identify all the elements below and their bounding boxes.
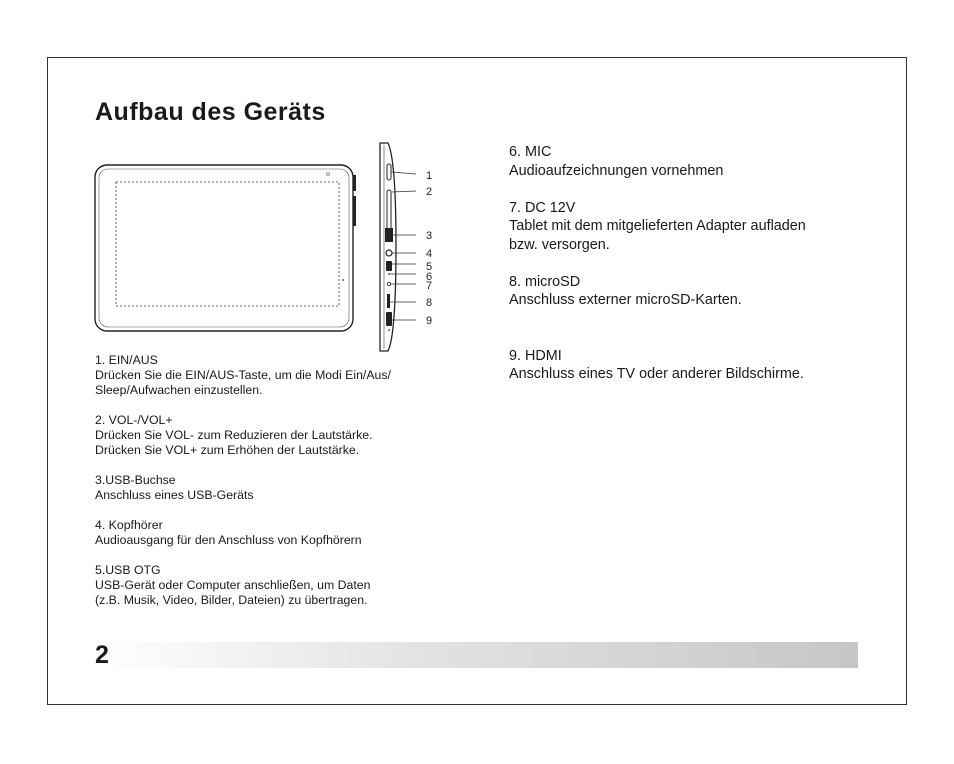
tablet-front-view — [95, 165, 356, 331]
item-heading: 5.USB OTG — [95, 563, 161, 577]
item-heading: 4. Kopfhörer — [95, 518, 163, 532]
item-text: Drücken Sie VOL+ zum Erhöhen der Lautstärke. — [95, 443, 360, 457]
item-volume — [95, 413, 465, 458]
item-text: Sleep/Aufwachen einzustellen. — [95, 383, 263, 397]
item-text: Anschluss eines TV oder anderer Bildschirme. — [509, 366, 804, 382]
right-column — [509, 143, 879, 402]
item-kopfhoerer — [95, 518, 465, 548]
item-heading: 7. DC 12V — [509, 199, 576, 216]
item-text: USB-Gerät oder Computer anschließen, um Daten — [95, 578, 371, 592]
item-usb-otg — [95, 563, 465, 608]
item-mic — [509, 143, 879, 180]
callout-6: 6 — [426, 271, 433, 283]
callout-9: 9 — [426, 315, 433, 327]
item-text: Drücken Sie VOL- zum Reduzieren der Lautstärke. — [95, 428, 373, 442]
callout-3: 3 — [426, 230, 433, 242]
item-heading: 6. MIC — [509, 144, 552, 160]
page-number: 2 — [95, 641, 109, 669]
item-text: Drücken Sie die EIN/AUS-Taste, um die Modi Ein/Aus/ — [95, 368, 391, 382]
page-title: Aufbau des Geräts — [95, 98, 326, 126]
item-text: bzw. versorgen. — [509, 236, 610, 253]
item-text: (z.B. Musik, Video, Bilder, Dateien) zu übertragen. — [95, 593, 368, 607]
item-heading: 9. HDMI — [509, 347, 562, 364]
item-usb-buchse — [95, 473, 465, 503]
callout-1: 1 — [426, 170, 433, 182]
item-hdmi — [509, 347, 879, 384]
item-ein-aus — [95, 353, 465, 398]
item-dc-12v — [509, 199, 879, 255]
callout-lines — [390, 172, 416, 320]
item-heading: 1. EIN/AUS — [95, 353, 158, 367]
item-text: Anschluss eines USB-Geräts — [95, 488, 254, 502]
callout-4: 4 — [426, 248, 433, 260]
left-column — [95, 353, 465, 623]
item-heading: 2. VOL-/VOL+ — [95, 413, 173, 427]
item-heading: 8. microSD — [509, 273, 581, 290]
item-microsd — [509, 273, 879, 310]
callout-8: 8 — [426, 297, 433, 309]
callout-2: 2 — [426, 186, 433, 198]
callout-5: 5 — [426, 261, 433, 273]
item-text: Audioaufzeichnungen vornehmen — [509, 162, 724, 179]
item-text: Tablet mit dem mitgelieferten Adapter aufladen — [509, 218, 806, 234]
callout-7: 7 — [426, 280, 433, 292]
footer-bar — [95, 642, 858, 668]
device-diagram — [90, 140, 450, 355]
item-text: Audioausgang für den Anschluss von Kopfhörern — [95, 533, 362, 547]
item-heading: 3.USB-Buchse — [95, 473, 176, 487]
item-text: Anschluss externer microSD-Karten. — [509, 292, 742, 308]
